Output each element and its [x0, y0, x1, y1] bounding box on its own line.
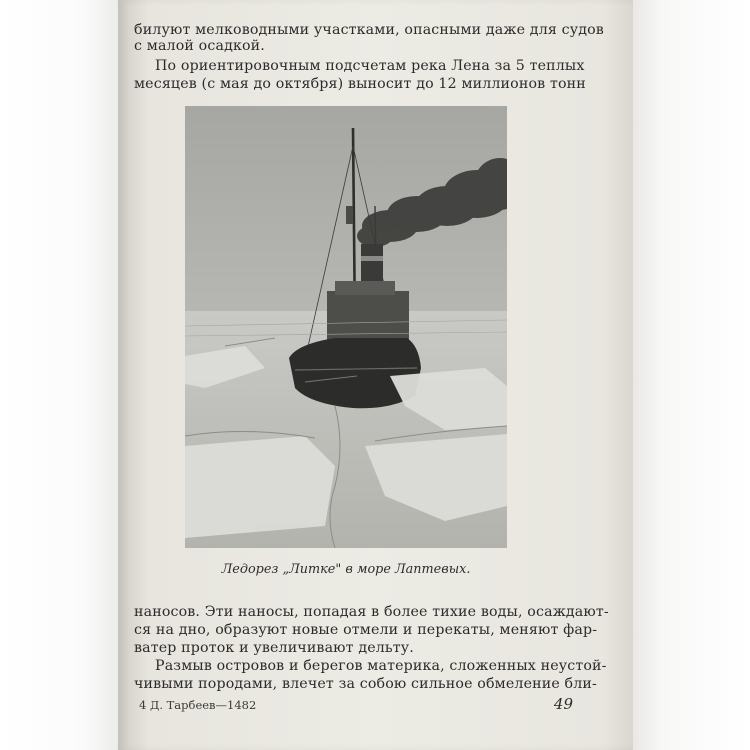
- icebreaker-photo: [185, 106, 507, 548]
- background-right: [633, 0, 750, 750]
- page-number: 49: [553, 695, 573, 713]
- text-line: ватер проток и увеличивают дельту.: [134, 640, 414, 656]
- text-line: чивыми породами, влечет за собою сильное обмеление бли-: [134, 676, 597, 692]
- text-line: По ориентировочным подсчетам река Лена за 5 теплых: [155, 58, 585, 74]
- text-line: наносов. Эти наносы, попадая в более тихие воды, осаждают-: [134, 604, 609, 620]
- text-line: с малой осадкой.: [134, 38, 265, 54]
- photo-caption: Ледорез „Литке" в море Лаптевых.: [221, 562, 471, 577]
- text-line: Размыв островов и берегов материка, сложенных неустой-: [155, 658, 607, 674]
- text-line: месяцев (с мая до октября) выносит до 12 миллионов тонн: [134, 76, 586, 92]
- footer-signature: 4 Д. Тарбеев—1482: [139, 698, 257, 712]
- text-line: билуют мелководными участками, опасными даже для судов: [134, 22, 604, 38]
- background-left: [0, 0, 118, 750]
- text-line: ся на дно, образуют новые отмели и перекаты, меняют фар-: [134, 622, 598, 638]
